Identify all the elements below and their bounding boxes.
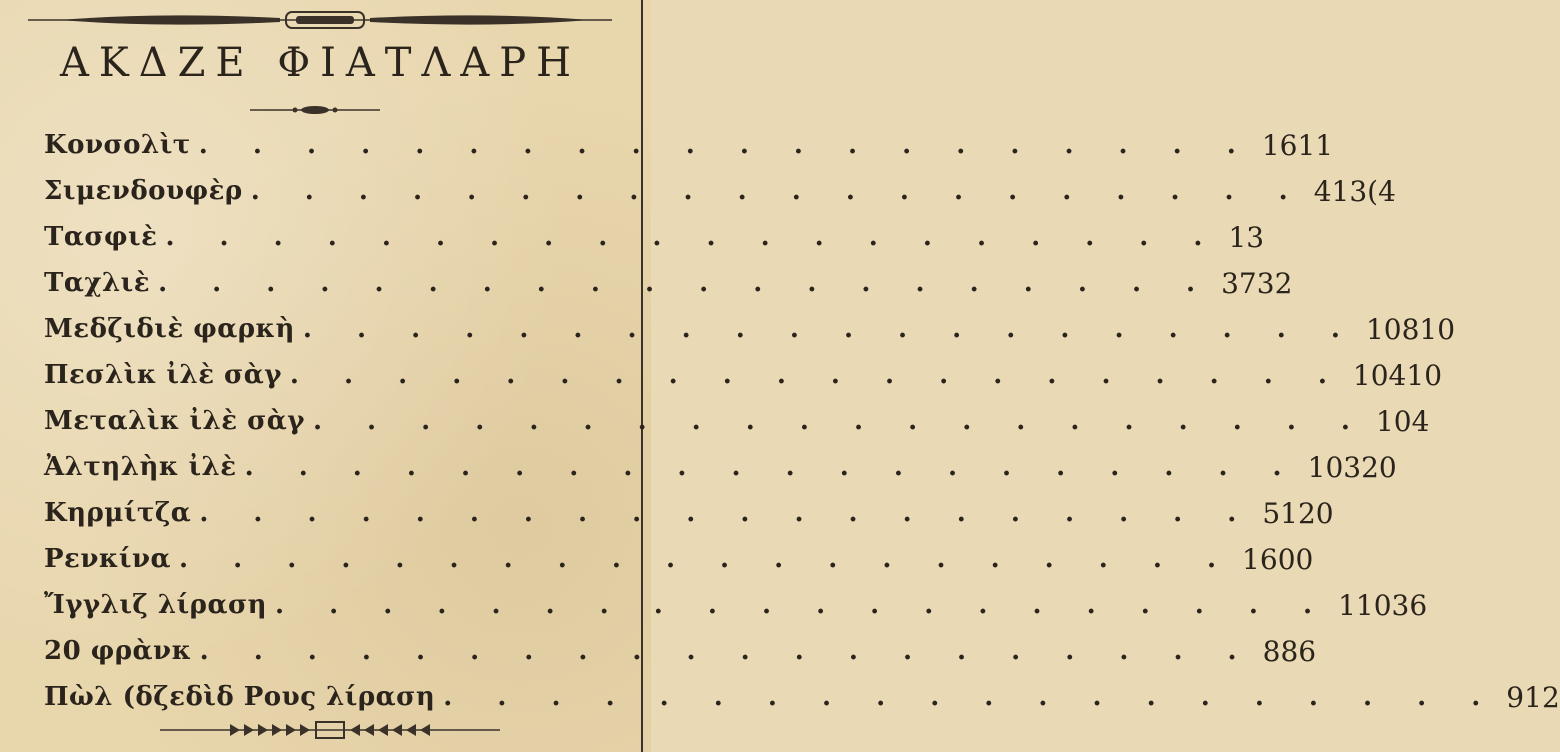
rate-row (44, 536, 1314, 582)
rate-value: 37 (1221, 266, 1257, 300)
dot-leader: . . . . . . . . . . . . . . . . . . . . (179, 544, 1235, 574)
rates-table (44, 122, 1560, 720)
rate-value: 88 (1262, 634, 1299, 668)
rate-row (44, 582, 1428, 628)
dot-leader: . . . . . . . . . . . . . . . . . . . . (198, 130, 1254, 160)
rate-fraction: 2 (1541, 680, 1560, 714)
rate-row (44, 306, 1456, 352)
rate-fraction: 32 (1256, 266, 1293, 300)
rate-fraction: 6 (1298, 634, 1317, 668)
rate-fraction: 3(4 (1349, 174, 1396, 208)
rate-fraction: 10 (1406, 358, 1443, 392)
rate-name: Ρενκίνα (44, 544, 172, 574)
rate-fraction: 00 (1277, 542, 1314, 576)
bottom-ornament (160, 718, 500, 742)
rate-value: 91 (1506, 680, 1542, 714)
rate-value: 51 (1262, 496, 1298, 530)
dot-leader: . . . . . . . . . . . . . . . . . . . . (443, 682, 1499, 712)
rate-row (44, 260, 1293, 306)
rate-name: Πεσλὶκ ἰλὲ σὰγ (44, 360, 282, 390)
dot-leader: . . . . . . . . . . . . . . . . . . . . (158, 268, 1214, 298)
rate-row (44, 214, 1265, 260)
rate-value: 110 (1338, 588, 1392, 622)
dot-leader: . . . . . . . . . . . . . . . . . . . . (275, 590, 1331, 620)
dot-leader: . . . . . . . . . . . . . . . . . . . . (244, 452, 1300, 482)
rate-row (44, 122, 1334, 168)
rate-name: Μεταλὶκ ἰλὲ σὰγ (44, 406, 305, 436)
rate-row (44, 674, 1560, 720)
dot-leader: . . . . . . . . . . . . . . . . . . . . (250, 176, 1306, 206)
rate-row (44, 628, 1317, 674)
rate-value: 104 (1375, 404, 1430, 438)
dot-leader: . . . . . . . . . . . . . . . . . . . . (165, 222, 1221, 252)
rate-fraction: 11 (1297, 128, 1334, 162)
rate-value: 13 (1228, 220, 1265, 254)
page-title: ΑΚΔΖΕ ΦΙΑΤΛΑΡΗ (59, 40, 582, 86)
rate-fraction: 36 (1391, 588, 1428, 622)
rate-row (44, 490, 1334, 536)
rate-value: 16 (1261, 128, 1298, 162)
dot-leader: . . . . . . . . . . . . . . . . . . . . (289, 360, 1345, 390)
rate-name: Πὼλ (δζεδὶδ Ρους λίραση (44, 682, 436, 712)
rate-value: 16 (1242, 542, 1278, 576)
top-ornament (0, 0, 651, 40)
rate-fraction: 20 (1361, 450, 1397, 484)
rate-row (44, 444, 1397, 490)
rate-fraction: 20 (1297, 496, 1334, 530)
rate-row (44, 168, 1396, 214)
rate-name: 20 φρὰνκ (44, 636, 192, 666)
rate-name: Μεδζιδιὲ φαρκὴ (44, 314, 295, 344)
rate-name: Τασφιὲ (44, 222, 158, 252)
rate-name: Ἴγγλιζ λίραση (44, 590, 268, 620)
rate-value: 103 (1307, 450, 1362, 484)
dot-leader: . . . . . . . . . . . . . . . . . . . . (199, 636, 1255, 666)
rate-name: Κονσολὶτ (44, 130, 191, 160)
rate-name: Ταχλιὲ (44, 268, 151, 298)
rate-name: Ἀλτηλὴκ ἰλὲ (44, 452, 237, 482)
rate-row (44, 398, 1430, 444)
rate-row (44, 352, 1443, 398)
rate-name: Σιμενδουφὲρ (44, 176, 243, 206)
rate-value: 41 (1313, 174, 1350, 208)
rate-fraction: 10 (1419, 312, 1456, 346)
dot-leader: . . . . . . . . . . . . . . . . . . . . (302, 314, 1358, 344)
rate-name: Κηρμίτζα (44, 498, 192, 528)
rate-value: 108 (1365, 312, 1420, 346)
dot-leader: . . . . . . . . . . . . . . . . . . . . (312, 406, 1368, 436)
dot-leader: . . . . . . . . . . . . . . . . . . . . (199, 498, 1255, 528)
title-divider-ornament (250, 100, 380, 120)
rate-value: 104 (1352, 358, 1407, 392)
